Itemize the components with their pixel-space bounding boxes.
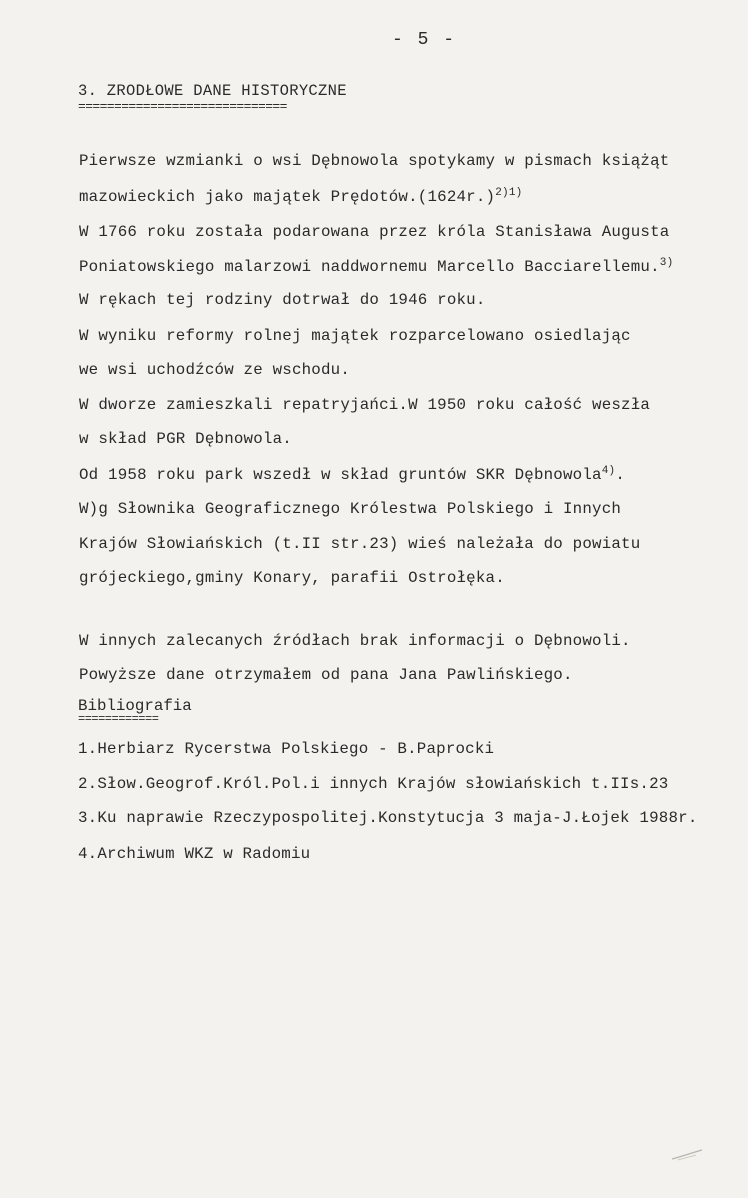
bibliography-heading: Bibliografia (78, 697, 192, 715)
paragraph-line: W rękach tej rodziny dotrwał do 1946 roku. (79, 291, 486, 309)
paragraph-line: Pierwsze wzmianki o wsi Dębnowola spotykamy w pismach książąt (79, 152, 670, 170)
paragraph-line: grójeckiego,gminy Konary, parafii Ostrołęka. (79, 569, 505, 587)
section-heading: 3. ZRODŁOWE DANE HISTORYCZNE (78, 82, 347, 100)
paragraph-line: W)g Słownika Geograficznego Królestwa Polskiego i Innych (79, 500, 622, 518)
bibliography-item: 2.Słow.Geogrof.Król.Pol.i innych Krajów słowiańskich t.IIs.23 (78, 775, 669, 793)
bibliography-item: 1.Herbiarz Rycerstwa Polskiego - B.Paprocki (78, 740, 495, 758)
paragraph-line: W dworze zamieszkali repatryjańci.W 1950 roku całość weszła (79, 396, 651, 414)
pencil-mark (670, 1148, 704, 1162)
paragraph-line: mazowieckich jako majątek $Prędotów.(1624r.)^{2)1)}$ (79, 187, 523, 206)
paragraph-line: Poniatowskiego malarzowi naddwornemu Marcello Bacciarellemu.$^{3)}$ (79, 257, 674, 276)
paragraph-line: W innych zalecanych źródłach brak informacji o Dębnowoli. (79, 632, 631, 650)
page-number: - 5 - (392, 30, 457, 50)
paragraph-line: w skład PGR Dębnowola. (79, 430, 292, 448)
paragraph-line: Powyższe dane otrzymałem od pana Jana Pawlińskiego. (79, 666, 573, 684)
bibliography-item: 3.Ku naprawie Rzeczypospolitej.Konstytucja 3 maja-J.Łojek 1988r. (78, 809, 698, 827)
footnote-ref: 3) (659, 257, 674, 269)
bibliography-item: 4.Archiwum WKZ w Radomiu (78, 845, 311, 863)
paragraph-line: W 1766 roku została podarowana przez króla Stanisława Augusta (79, 223, 670, 241)
paragraph-line: Krajów Słowiańskich (t.II str.23) wieś należała do powiatu (79, 535, 641, 553)
bibliography-underline: ============ (78, 712, 159, 726)
paragraph-line: Od 1958 roku park wszedł w skład gruntów SKR Dębnowola$^{4)}$. (79, 465, 625, 484)
heading-underline: ============================= (78, 99, 287, 114)
paragraph-line: W wyniku reformy rolnej majątek rozparcelowano osiedlając (79, 327, 631, 345)
paragraph-line: we wsi uchodźców ze wschodu. (79, 361, 351, 379)
footnote-ref: 4) (601, 465, 616, 477)
footnote-ref: 2)1) (495, 187, 523, 199)
